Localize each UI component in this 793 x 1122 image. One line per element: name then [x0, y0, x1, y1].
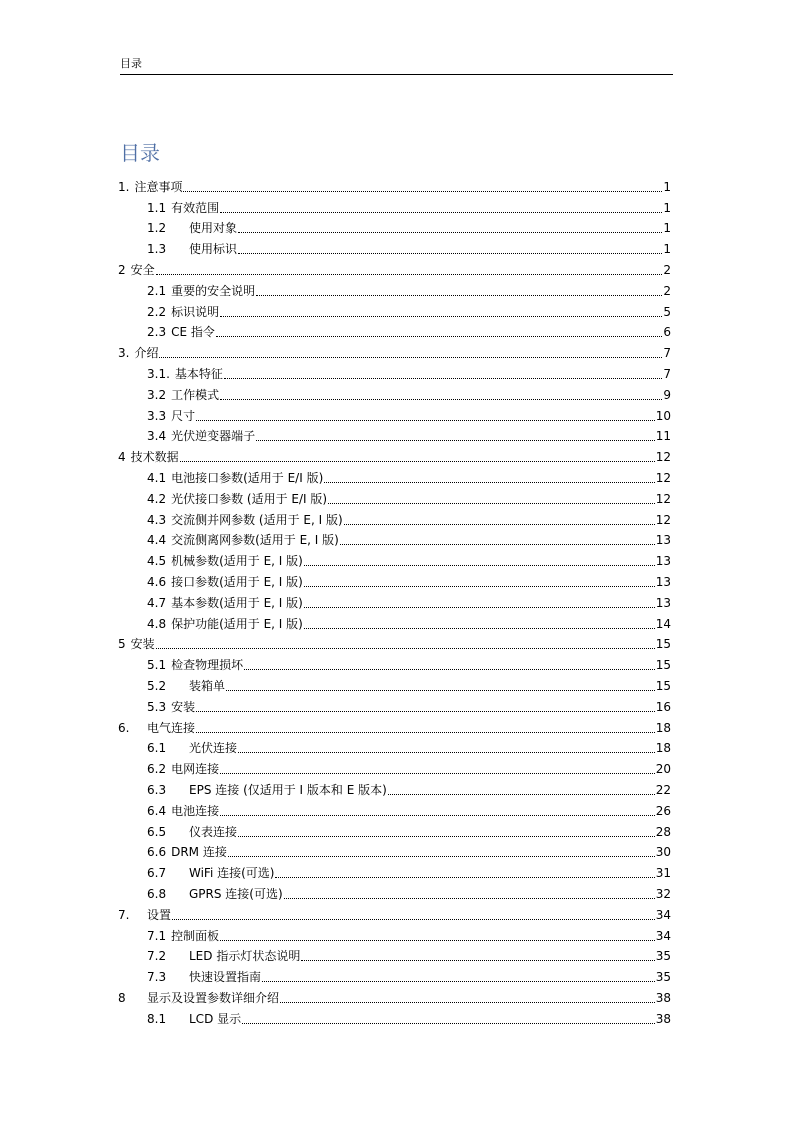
toc-entry-label: WiFi 连接(可选): [189, 866, 275, 881]
toc-entry-page-number: 11: [655, 429, 671, 444]
dot-leader: [238, 230, 662, 233]
toc-entry-number: 3.3: [147, 408, 167, 423]
toc-entry[interactable]: [147, 798, 671, 819]
dot-leader: [284, 896, 655, 899]
toc-entry[interactable]: [147, 1006, 671, 1027]
toc-entry-label: 设置: [147, 907, 172, 922]
toc-entry[interactable]: [147, 590, 671, 611]
toc-entry[interactable]: [147, 860, 671, 881]
toc-entry-label: DRM 连接: [171, 845, 227, 860]
dot-leader: [280, 1000, 655, 1003]
toc-entry-page-number: 13: [655, 533, 671, 548]
toc-entry-number: 7.2: [147, 949, 167, 964]
toc-entry[interactable]: [147, 777, 671, 798]
toc-entry-label: 保护功能(适用于 E, I 版): [171, 616, 303, 631]
toc-entry-label: 光伏逆变器端子: [171, 429, 256, 444]
toc-title: 目录: [120, 141, 160, 165]
toc-entry-number: 2: [118, 262, 126, 277]
toc-entry[interactable]: [147, 840, 671, 861]
toc-entry-number: 8: [118, 990, 126, 1005]
toc-entry[interactable]: [147, 944, 671, 965]
toc-entry-page-number: 34: [655, 907, 671, 922]
toc-entry-label: 显示及设置参数详细介绍: [147, 990, 280, 1005]
toc-entry-page-number: 12: [655, 470, 671, 485]
toc-entry-page-number: 22: [655, 782, 671, 797]
toc-entry-page-number: 35: [655, 970, 671, 985]
toc-entry-number: 6.: [118, 720, 130, 735]
running-header: [120, 57, 673, 75]
toc-entry-page-number: 14: [655, 616, 671, 631]
toc-entry-page-number: 13: [655, 595, 671, 610]
toc-entry-page-number: 12: [655, 512, 671, 527]
dot-leader: [220, 938, 655, 941]
toc-entry-page-number: 15: [655, 637, 671, 652]
toc-entry-label: 光伏连接: [189, 741, 238, 756]
toc-entry[interactable]: [118, 444, 671, 465]
toc-entry-label: 有效范围: [171, 200, 220, 215]
toc-entry-page-number: 13: [655, 574, 671, 589]
toc-entry-number: 4.8: [147, 616, 167, 631]
dot-leader: [196, 418, 655, 421]
toc-entry-page-number: 35: [655, 949, 671, 964]
toc-entry-number: 6.3: [147, 782, 167, 797]
toc-entry-number: 3.2: [147, 387, 167, 402]
toc-entry-label: CE 指令: [171, 325, 215, 340]
toc-entry-number: 1.2: [147, 221, 167, 236]
toc-entry-label: 电网连接: [171, 762, 220, 777]
toc-entry-label: LCD 显示: [189, 1011, 242, 1026]
toc-entry-number: 4.6: [147, 574, 167, 589]
toc-entry-number: 6.6: [147, 845, 167, 860]
toc-entry-page-number: 16: [655, 699, 671, 714]
toc-entry-page-number: 18: [655, 741, 671, 756]
toc-entry[interactable]: [147, 694, 671, 715]
toc-entry-page-number: 28: [655, 824, 671, 839]
toc-entry-page-number: 12: [655, 450, 671, 465]
toc-entry[interactable]: [118, 257, 671, 278]
toc-entry-number: 6.1: [147, 741, 167, 756]
toc-entry-label: 重要的安全说明: [171, 283, 256, 298]
toc-entry-label: EPS 连接 (仅适用于 I 版本和 E 版本): [189, 782, 387, 797]
toc-entry-label: 使用对象: [189, 221, 238, 236]
toc-entry-number: 6.5: [147, 824, 167, 839]
toc-entry-page-number: 2: [663, 262, 671, 277]
dot-leader: [256, 293, 662, 296]
toc-entry-page-number: 1: [663, 179, 671, 194]
toc-entry[interactable]: [147, 652, 671, 673]
toc-entry[interactable]: [147, 819, 671, 840]
toc-entry-number: 4: [118, 450, 126, 465]
toc-entry-label: 快速设置指南: [189, 970, 262, 985]
toc-entry-label: 接口参数(适用于 E, I 版): [171, 574, 303, 589]
toc-entry-page-number: 5: [663, 304, 671, 319]
toc-entry[interactable]: [147, 195, 671, 216]
dot-leader: [304, 605, 655, 608]
dot-leader: [180, 459, 655, 462]
toc-entry-number: 4.2: [147, 491, 167, 506]
toc-entry-page-number: 9: [663, 387, 671, 402]
toc-entry[interactable]: [147, 756, 671, 777]
toc-entry-number: 2.2: [147, 304, 167, 319]
toc-entry-page-number: 15: [655, 678, 671, 693]
toc-entry-page-number: 38: [655, 990, 671, 1005]
toc-entry-number: 4.7: [147, 595, 167, 610]
toc-entry[interactable]: [118, 985, 671, 1006]
toc-entry-page-number: 7: [663, 366, 671, 381]
toc-entry-label: 交流侧离网参数(适用于 E, I 版): [171, 533, 339, 548]
toc-entry-label: 注意事项: [134, 179, 183, 194]
toc-entry-label: 机械参数(适用于 E, I 版): [171, 554, 303, 569]
dot-leader: [220, 813, 655, 816]
toc-entry-page-number: 30: [655, 845, 671, 860]
toc-entry-number: 7.1: [147, 928, 167, 943]
toc-entry-page-number: 2: [663, 283, 671, 298]
dot-leader: [238, 251, 662, 254]
toc-entry-number: 4.5: [147, 554, 167, 569]
dot-leader: [244, 667, 655, 670]
toc-entry-label: 电池连接: [171, 803, 220, 818]
dot-leader: [220, 397, 662, 400]
toc-entry[interactable]: [147, 881, 671, 902]
toc-entry[interactable]: [118, 174, 671, 195]
toc-entry-label: 安装: [171, 699, 196, 714]
toc-entry-number: 1.: [118, 179, 130, 194]
toc-entry[interactable]: [147, 299, 671, 320]
toc-entry-number: 8.1: [147, 1011, 167, 1026]
dot-leader: [183, 189, 662, 192]
toc-entry-label: 介绍: [134, 346, 159, 361]
dot-leader: [275, 875, 654, 878]
toc-entry-label: 光伏接口参数 (适用于 E/I 版): [171, 491, 328, 506]
toc-entry-number: 4.4: [147, 533, 167, 548]
toc-entry[interactable]: [147, 424, 671, 445]
toc-entry-page-number: 26: [655, 803, 671, 818]
dot-leader: [304, 563, 655, 566]
toc-entry-page-number: 1: [663, 221, 671, 236]
toc-entry-page-number: 13: [655, 554, 671, 569]
toc-entry-page-number: 38: [655, 1011, 671, 1026]
dot-leader: [256, 438, 655, 441]
toc-entry-number: 3.: [118, 346, 130, 361]
toc-entry[interactable]: [147, 548, 671, 569]
toc-entry-page-number: 32: [655, 886, 671, 901]
toc-entry-number: 6.8: [147, 886, 167, 901]
toc-entry-page-number: 20: [655, 762, 671, 777]
toc-entry-label: 检查物理损坏: [171, 658, 244, 673]
toc-entry-page-number: 12: [655, 491, 671, 506]
dot-leader: [220, 771, 655, 774]
toc-entry-number: 5: [118, 637, 126, 652]
dot-leader: [156, 272, 663, 275]
toc-entry-number: 6.2: [147, 762, 167, 777]
toc-entry-number: 1.1: [147, 200, 167, 215]
dot-leader: [172, 917, 655, 920]
toc-entry-label: 交流侧并网参数 (适用于 E, I 版): [171, 512, 343, 527]
toc-entry[interactable]: [147, 611, 671, 632]
toc-entry-number: 4.1: [147, 470, 167, 485]
toc-entry-label: 技术数据: [130, 450, 179, 465]
toc-entry-label: 安全: [130, 262, 155, 277]
toc-entry-label: 控制面板: [171, 928, 220, 943]
toc-entry[interactable]: [147, 361, 671, 382]
dot-leader: [216, 334, 662, 337]
toc-entry-page-number: 7: [663, 346, 671, 361]
toc-entry-label: LED 指示灯状态说明: [189, 949, 301, 964]
toc-entry-number: 2.3: [147, 325, 167, 340]
dot-leader: [226, 688, 655, 691]
toc-entry-page-number: 6: [663, 325, 671, 340]
toc-entry-page-number: 1: [663, 242, 671, 257]
toc-entry[interactable]: [147, 465, 671, 486]
dot-leader: [196, 730, 655, 733]
toc-entry-number: 5.2: [147, 678, 167, 693]
toc-entry[interactable]: [147, 382, 671, 403]
dot-leader: [324, 480, 654, 483]
running-header-text: 目录: [120, 57, 142, 70]
dot-leader: [224, 376, 662, 379]
dot-leader: [301, 958, 654, 961]
toc-entry-label: 安装: [130, 637, 155, 652]
dot-leader: [340, 542, 655, 545]
toc-entry-page-number: 34: [655, 928, 671, 943]
dot-leader: [156, 646, 655, 649]
toc-entry-number: 5.3: [147, 699, 167, 714]
dot-leader: [238, 834, 655, 837]
toc-entry[interactable]: [118, 902, 671, 923]
toc-entry-label: 基本参数(适用于 E, I 版): [171, 595, 303, 610]
toc-entry[interactable]: [118, 340, 671, 361]
toc-entry[interactable]: [147, 673, 671, 694]
toc-entry-number: 1.3: [147, 242, 167, 257]
toc-entry-label: 装箱单: [189, 678, 226, 693]
toc-entry-number: 5.1: [147, 658, 167, 673]
toc-entry[interactable]: [147, 278, 671, 299]
toc-entry-page-number: 15: [655, 658, 671, 673]
toc-entry-label: 工作模式: [171, 387, 220, 402]
dot-leader: [304, 584, 655, 587]
dot-leader: [238, 750, 655, 753]
toc-entry[interactable]: [147, 320, 671, 341]
toc-entry-label: 尺寸: [171, 408, 196, 423]
toc-entry[interactable]: [147, 486, 671, 507]
toc-entry-number: 4.3: [147, 512, 167, 527]
toc-entry-number: 6.7: [147, 866, 167, 881]
toc-entry[interactable]: [147, 236, 671, 257]
toc-entry-label: 电气连接: [147, 720, 196, 735]
toc-entry-page-number: 18: [655, 720, 671, 735]
dot-leader: [328, 501, 655, 504]
dot-leader: [304, 626, 655, 629]
toc-entry[interactable]: [118, 715, 671, 736]
toc-entry-label: 电池接口参数(适用于 E/I 版): [171, 470, 324, 485]
dot-leader: [344, 522, 655, 525]
dot-leader: [242, 1021, 655, 1024]
toc-entry[interactable]: [147, 528, 671, 549]
dot-leader: [159, 355, 662, 358]
toc-entry[interactable]: [147, 216, 671, 237]
toc-entry[interactable]: [147, 923, 671, 944]
dot-leader: [228, 854, 655, 857]
toc-entry[interactable]: [147, 569, 671, 590]
toc-entry-number: 7.3: [147, 970, 167, 985]
dot-leader: [220, 314, 662, 317]
toc-entry-page-number: 1: [663, 200, 671, 215]
toc-entry-label: 标识说明: [171, 304, 220, 319]
toc-entry-page-number: 10: [655, 408, 671, 423]
toc-entry-number: 2.1: [147, 283, 167, 298]
toc-entry[interactable]: [147, 964, 671, 985]
toc-entry[interactable]: [147, 507, 671, 528]
toc-entry[interactable]: [147, 736, 671, 757]
toc-entry-number: 3.4: [147, 429, 167, 444]
dot-leader: [196, 709, 655, 712]
toc-entry-page-number: 31: [655, 866, 671, 881]
dot-leader: [388, 792, 655, 795]
toc-entry[interactable]: [118, 632, 671, 653]
toc-entry-number: 6.4: [147, 803, 167, 818]
toc-entry-label: 仪表连接: [189, 824, 238, 839]
dot-leader: [220, 210, 662, 213]
toc-entry[interactable]: [147, 403, 671, 424]
toc-entry-label: GPRS 连接(可选): [189, 886, 283, 901]
toc-entry-number: 3.1.: [147, 366, 170, 381]
toc-entry-label: 使用标识: [189, 242, 238, 257]
toc-entry-number: 7.: [118, 907, 130, 922]
toc-entry-label: 基本特征: [174, 366, 223, 381]
dot-leader: [262, 979, 655, 982]
